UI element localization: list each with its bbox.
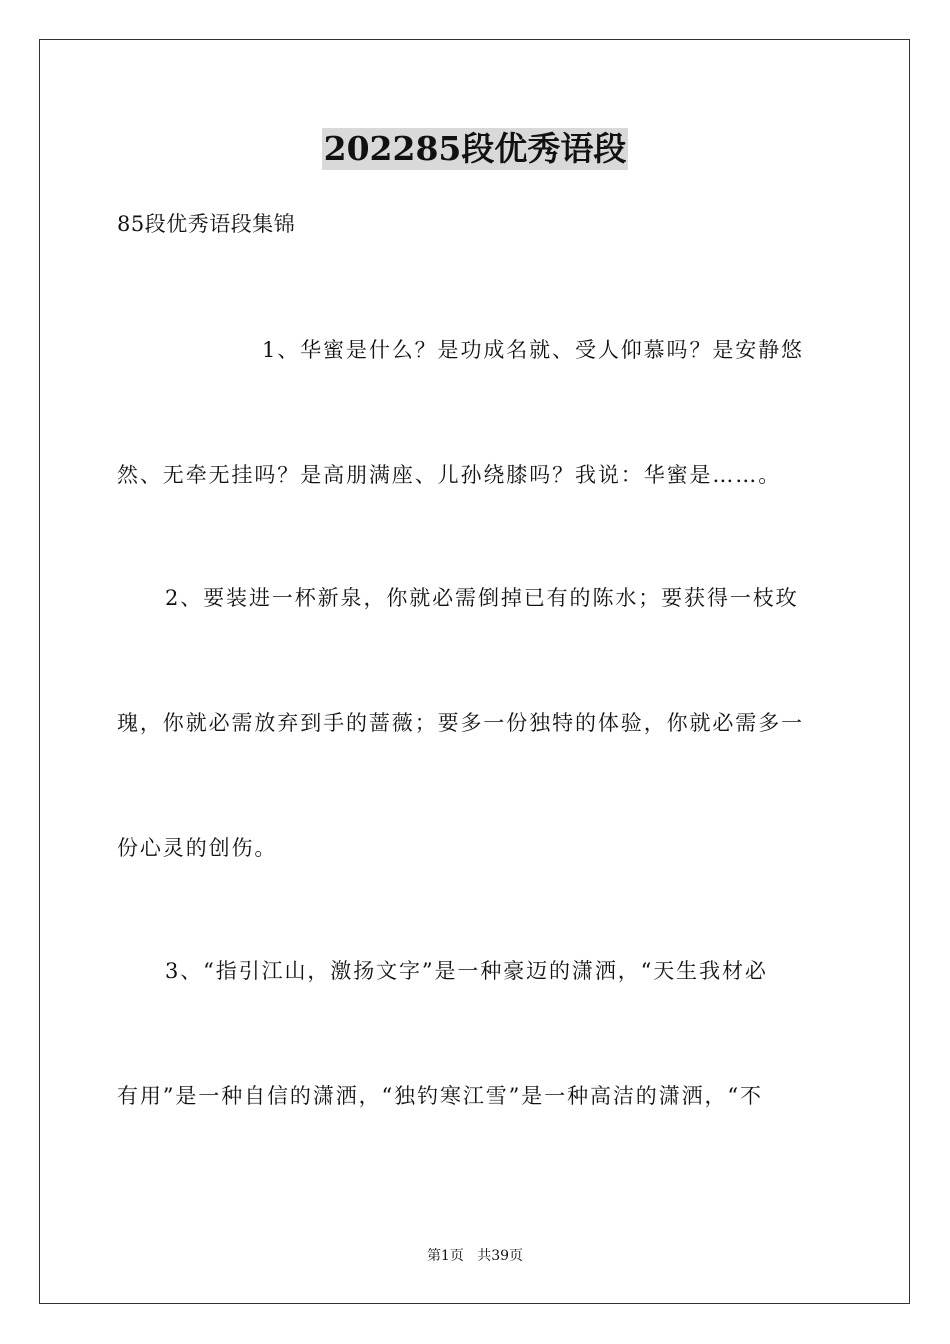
paragraph-1-line-1: 1、华蜜是什么？是功成名就、受人仰慕吗？是安静悠: [262, 338, 804, 362]
paragraph-1-line-2: 然、无牵无挂吗？是高朋满座、儿孙绕膝吗？我说：华蜜是……。: [117, 463, 782, 487]
paragraph-2-line-2: 瑰，你就必需放弃到手的蔷薇；要多一份独特的体验，你就必需多一: [117, 711, 804, 735]
paragraph-2-line-3: 份心灵的创伤。: [117, 836, 278, 860]
title-container: [0, 128, 950, 170]
paragraph-3-line-2: 有用”是一种自信的潇洒，“独钓寒江雪”是一种高洁的潇洒，“不: [117, 1084, 763, 1108]
document-title: 202285段优秀语段: [323, 129, 627, 168]
paragraph-2-line-1: 2、要装进一杯新泉，你就必需倒掉已有的陈水；要获得一枝玫: [165, 586, 799, 610]
page-number: 第1页: [426, 1248, 464, 1264]
page-footer: [0, 1246, 950, 1266]
page-total: 共39页: [477, 1248, 524, 1264]
document-subtitle: 85段优秀语段集锦: [117, 212, 296, 236]
paragraph-3-line-1: 3、“指引江山，激扬文字”是一种豪迈的潇洒，“天生我材必: [165, 959, 768, 983]
